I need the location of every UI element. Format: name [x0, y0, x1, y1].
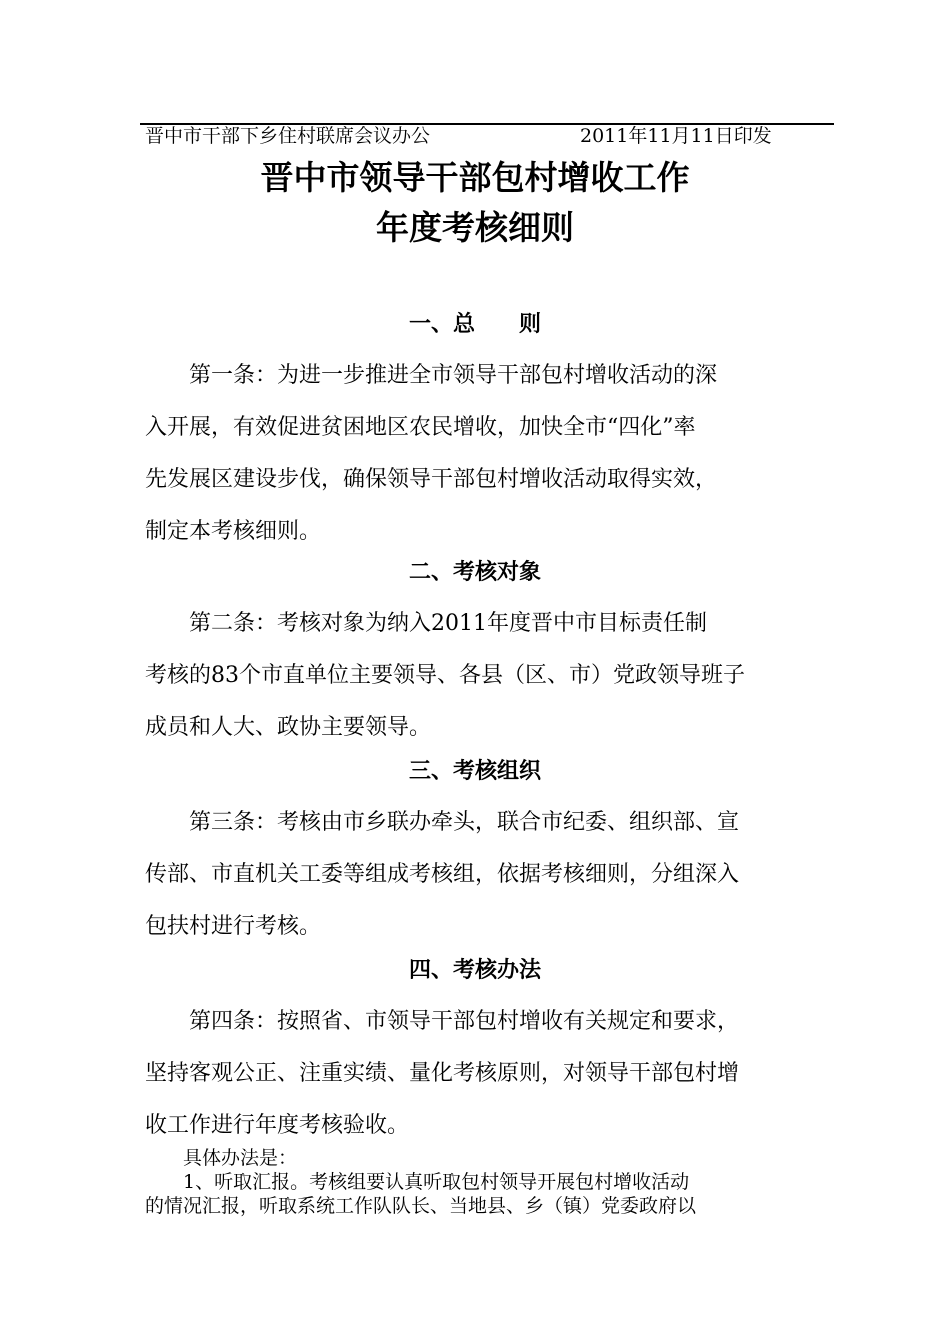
paragraph-line: 成员和人大、政协主要领导。	[145, 715, 432, 740]
methods-detail	[145, 1146, 807, 1218]
paragraph-line: 收工作进行年度考核验收。	[145, 1113, 410, 1138]
section-body-methods	[145, 996, 807, 1152]
paragraph-line: 第三条：考核由市乡联办牵头，联合市纪委、组织部、宣	[145, 810, 740, 835]
section-body-general	[145, 350, 807, 558]
paragraph-line: 制定本考核细则。	[145, 519, 322, 544]
paragraph-line: 第二条：考核对象为纳入2011年度晋中市目标责任制	[145, 611, 707, 636]
section-heading-targets: 二、考核对象	[408, 560, 541, 585]
paragraph-line: 第一条：为进一步推进全市领导干部包村增收活动的深	[145, 363, 718, 388]
section-heading-general: 一、总 则	[408, 312, 541, 337]
document-title-line-1: 晋中市领导干部包村增收工作	[260, 158, 690, 197]
paragraph-line: 第四条：按照省、市领导干部包村增收有关规定和要求，	[145, 1009, 740, 1034]
issue-date: 2011年11月11日印发	[580, 125, 772, 147]
issuing-office: 晋中市干部下乡住村联席会议办公	[145, 125, 431, 147]
section-heading-methods: 四、考核办法	[408, 958, 541, 983]
paragraph-line: 1、听取汇报。考核组要认真听取包村领导开展包村增收活动	[145, 1171, 690, 1193]
paragraph-line: 入开展，有效促进贫困地区农民增收，加快全市“四化”率	[145, 415, 696, 440]
paragraph-line: 传部、市直机关工委等组成考核组，依据考核细则，分组深入	[145, 862, 740, 887]
section-body-targets	[145, 598, 807, 754]
paragraph-line: 具体办法是：	[145, 1147, 298, 1169]
paragraph-line: 坚持客观公正、注重实绩、量化考核原则，对领导干部包村增	[145, 1061, 740, 1086]
paragraph-line: 包扶村进行考核。	[145, 914, 322, 939]
paragraph-line: 的情况汇报，听取系统工作队队长、当地县、乡（镇）党委政府以	[145, 1195, 697, 1217]
paragraph-line: 先发展区建设步伐，确保领导干部包村增收活动取得实效，	[145, 467, 718, 492]
document-title-line-2: 年度考核细则	[376, 208, 574, 247]
section-body-organization	[145, 797, 807, 953]
paragraph-line: 考核的83个市直单位主要领导、各县（区、市）党政领导班子	[145, 663, 745, 688]
section-heading-organization: 三、考核组织	[408, 759, 541, 784]
